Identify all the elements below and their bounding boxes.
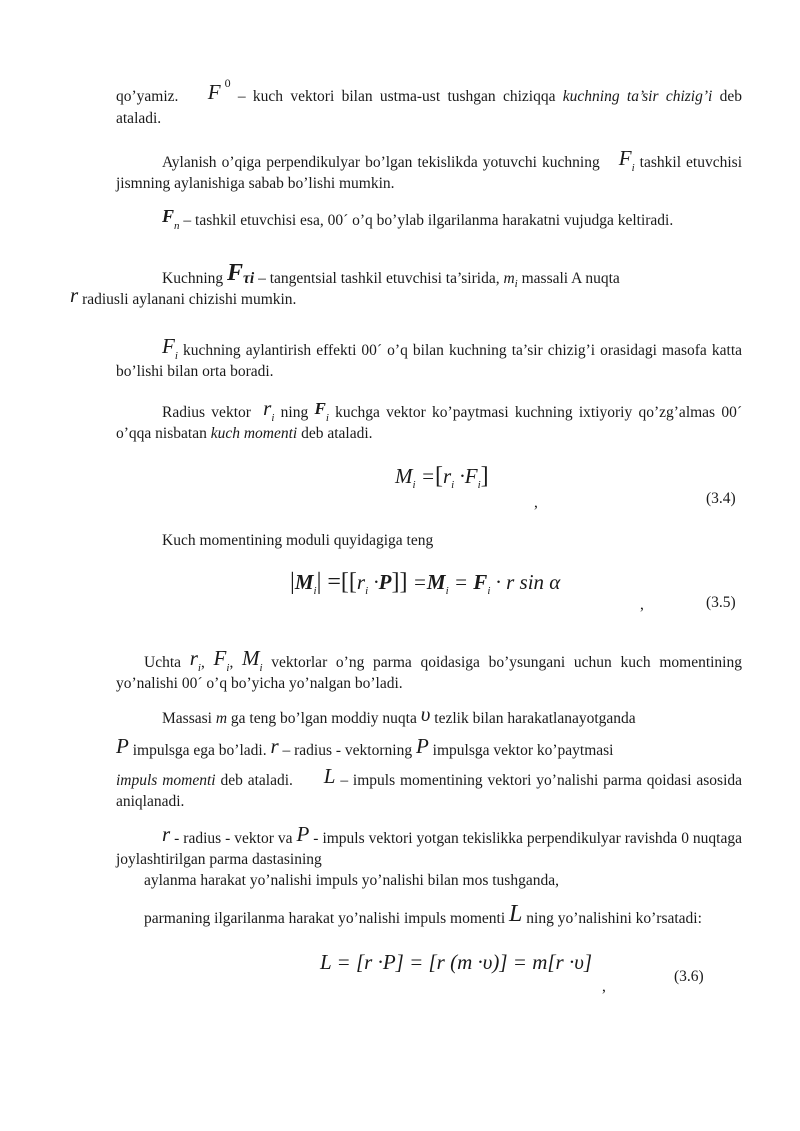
emphasis-text: kuchning ta’sir chizig’i — [562, 88, 713, 105]
equation-3-4: $M_i =[r_i \cdot F_i]$ — [395, 463, 489, 492]
paragraph-7: Kuch momentining moduli quyidagiga teng — [162, 532, 434, 549]
equation-number-3-5: (3.5) — [706, 594, 736, 611]
equation-number-3-4: (3.4) — [706, 490, 736, 507]
paragraph-6: Radius vektor $r_i$ ning $F_i$ kuchga vektor ko’paytmasi kuchning ixtiyoriy qo’zg’almas 00´ o’qqa nisbatan kuch momenti deb ataladi. — [116, 396, 743, 442]
paragraph-11: impuls momenti deb ataladi. L – impuls momentining vektori yo’nalishi parma qoidasi asosida aniqlanadi. — [116, 764, 743, 810]
equation-3-5: $|M_i| =[[r_i \cdot P]] =M_i = F_i \cdot r$ sin α — [290, 569, 561, 598]
paragraph-5: $F_i$ kuchning aylantirish effekti 00´ o’q bilan kuchning ta’sir chizig’i orasidagi masofa katta bo’lishi bilan orta boradi. — [116, 334, 742, 380]
paragraph-12: r - radius - vektor va P - impuls vektori yotgan tekislikka perpendikulyar ravishda 0 nuqtaga joylashtirilgan parma dastasining — [116, 822, 743, 868]
paragraph-13: aylanma harakat yo’nalishi impuls yo’nalishi bilan mos tushganda, — [144, 872, 559, 889]
document-page: qo’yamiz. F $^0$ – kuch vektori bilan ustma-ust tushgan chiziqqa kuchning ta’sir chizig’i deb ataladi. Aylanish o’qiga perpendikulyar bo’lgan tekislikda yotuvchi kuchning $F_i$ tashkil etuvchisi jismning aylanishiga sabab bo’lishi mumkin. $F_n$ – tashkil etuvchisi esa, 00´ o’q bo’ylab ilgarilanma harakatni vujudga keltiradi. Kuchning Fτi – tangentsial tashkil etuvchisi ta’sirida, $m_i$ massali A nuqta r radiusli aylanani chizishi mumkin. $F_i$ kuchning aylantirish effekti 00´ o’q bilan kuchning ta’sir chizig’i orasidagi masofa katta bo’lishi bilan orta boradi. Radius vektor $r_i$ ning $F_i$ kuchga vektor ko’paytmasi kuchning ixtiyoriy qo’zg’almas 00´ o’qqa nisbatan kuch momenti deb ataladi. $M_i =[r_i \cdot F_i]$ , (3.4) Kuch momentining moduli quyidagiga teng $|M_i| =[[r_i \cdot P]] =M_i = F_i \cdot r$ sin α , (3.5) Uchta $r_i$, $F_i$, $M_i$ vektorlar o’ng parma qoidasiga bo’ysungani uchun kuch momentining yo’nalishi 00´ o’q bo’yicha yo’nalgan bo’ladi. Massasi m ga teng bo’lgan moddiy nuqta υ tezlik bilan harakatlanayotganda P impulsga ega bo’ladi. r – radius - vektorning P impulsga vektor ko’paytmasi impuls momenti deb ataladi. L – impuls momentining vektori yo’nalishi parma qoidasi asosida aniqlanadi. r - radius - vektor va P - impuls vektori yotgan tekislikka perpendikulyar ravishda 0 nuqtaga joylashtirilgan parma dastasining aylanma harakat yo’nalishi impuls yo’nalishi bilan mos tushganda, parmaning ilgarilanma harakat yo’nalishi impuls momenti L ning yo’nalishini ko’rsatadi: L = [r ·P] = [r (m ·υ)] = m[r ·υ] , (3.6) — [70, 76, 743, 995]
paragraph-4: Kuchning Fτi – tangentsial tashkil etuvchisi ta’sirida, $m_i$ massali A nuqta r radiusli aylanani chizishi mumkin. — [70, 260, 620, 308]
paragraph-10: P impulsga ega bo’ladi. r – radius - vektorning P impulsga vektor ko’paytmasi — [116, 734, 614, 759]
paragraph-2: Aylanish o’qiga perpendikulyar bo’lgan tekislikda yotuvchi kuchning $F_i$ tashkil etuvchisi jismning aylanishiga sabab bo’lishi mumkin. — [116, 146, 742, 192]
equation-3-6: L = [r ·P] = [r (m ·υ)] = m[r ·υ] — [320, 950, 593, 974]
paragraph-9: Massasi m ga teng bo’lgan moddiy nuqta υ tezlik bilan harakatlanayotganda — [162, 702, 636, 727]
equation-number-3-6: (3.6) — [674, 968, 704, 985]
paragraph-1: qo’yamiz. F $^0$ – kuch vektori bilan ustma-ust tushgan chiziqqa kuchning ta’sir chizig’i deb ataladi. — [116, 76, 742, 127]
force-symbol: F — [207, 80, 221, 104]
paragraph-14: parmaning ilgarilanma harakat yo’nalishi impuls momenti L ning yo’nalishini ko’rsatadi: — [144, 901, 702, 927]
paragraph-8: Uchta $r_i$, $F_i$, $M_i$ vektorlar o’ng parma qoidasiga bo’ysungani uchun kuch momentining yo’nalishi 00´ o’q bo’yicha yo’nalgan bo’ladi. — [116, 646, 742, 692]
paragraph-3: $F_n$ – tashkil etuvchisi esa, 00´ o’q bo’ylab ilgarilanma harakatni vujudga keltiradi. — [162, 206, 674, 233]
